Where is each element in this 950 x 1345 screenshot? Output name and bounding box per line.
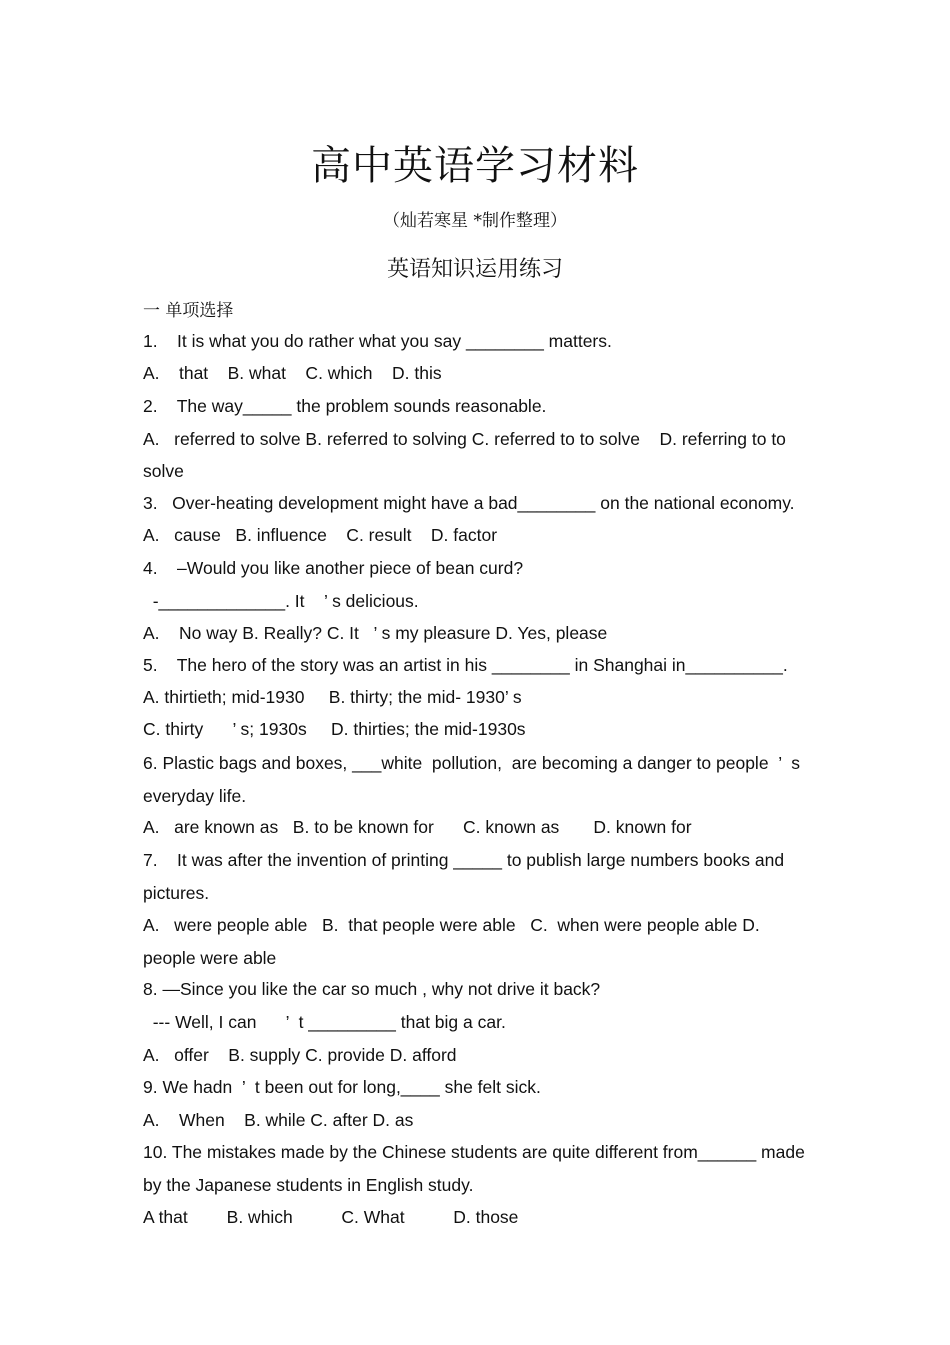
options-line: C. thirty ’ s; 1930s D. thirties; the mid-1930s [143,719,526,739]
options-line: A. No way B. Really? C. It ’ s my pleasure D. Yes, please [143,623,608,643]
options-line: A. offer B. supply C. provide D. afford [143,1045,457,1065]
question-line: -_____________. It ’ s delicious. [143,591,419,611]
question-line: 6. Plastic bags and boxes, ___white pollution, are becoming a danger to people ’ s [143,753,800,773]
question-line: 8. —Since you like the car so much , why not drive it back? [143,979,601,999]
question-line: everyday life. [143,786,247,806]
options-line: people were able [143,948,277,968]
exercise-heading: 英语知识运用练习 [386,257,563,282]
question-line: pictures. [143,883,210,903]
question-line: 9. We hadn ’ t been out for long,____ she felt sick. [143,1077,541,1097]
options-line: A. thirtieth; mid-1930 B. thirty; the mid- 1930’ s [143,687,522,707]
options-line: A that B. which C. What D. those [143,1207,519,1227]
options-line: A. When B. while C. after D. as [143,1110,414,1130]
question-line: --- Well, I can ’ t _________ that big a car. [143,1012,506,1032]
question-line: 4. –Would you like another piece of bean curd? [143,558,524,578]
question-line: by the Japanese students in English study. [143,1175,474,1195]
options-line: A. were people able B. that people were able C. when were people able D. [143,915,760,935]
question-line: 7. It was after the invention of printing _____ to publish large numbers books and [143,850,785,870]
options-line: A. cause B. influence C. result D. factor [143,525,498,545]
options-line: solve [143,461,184,481]
question-line: 3. Over-heating development might have a bad________ on the national economy. [143,493,795,513]
options-line: A. that B. what C. which D. this [143,363,442,383]
question-line: 1. It is what you do rather what you say ________ matters. [143,331,612,351]
question-line: 5. The hero of the story was an artist in his ________ in Shanghai in__________. [143,655,788,675]
question-line: 10. The mistakes made by the Chinese students are quite different from______ made [143,1142,805,1162]
question-line: 2. The way_____ the problem sounds reasonable. [143,396,547,416]
document-subtitle: （灿若寒星 *制作整理） [383,211,567,231]
section-label: 一 单项选择 [143,301,234,321]
document-title: 高中英语学习材料 [311,143,639,189]
options-line: A. referred to solve B. referred to solving C. referred to to solve D. referring to to [143,429,786,449]
options-line: A. are known as B. to be known for C. known as D. known for [143,817,692,837]
